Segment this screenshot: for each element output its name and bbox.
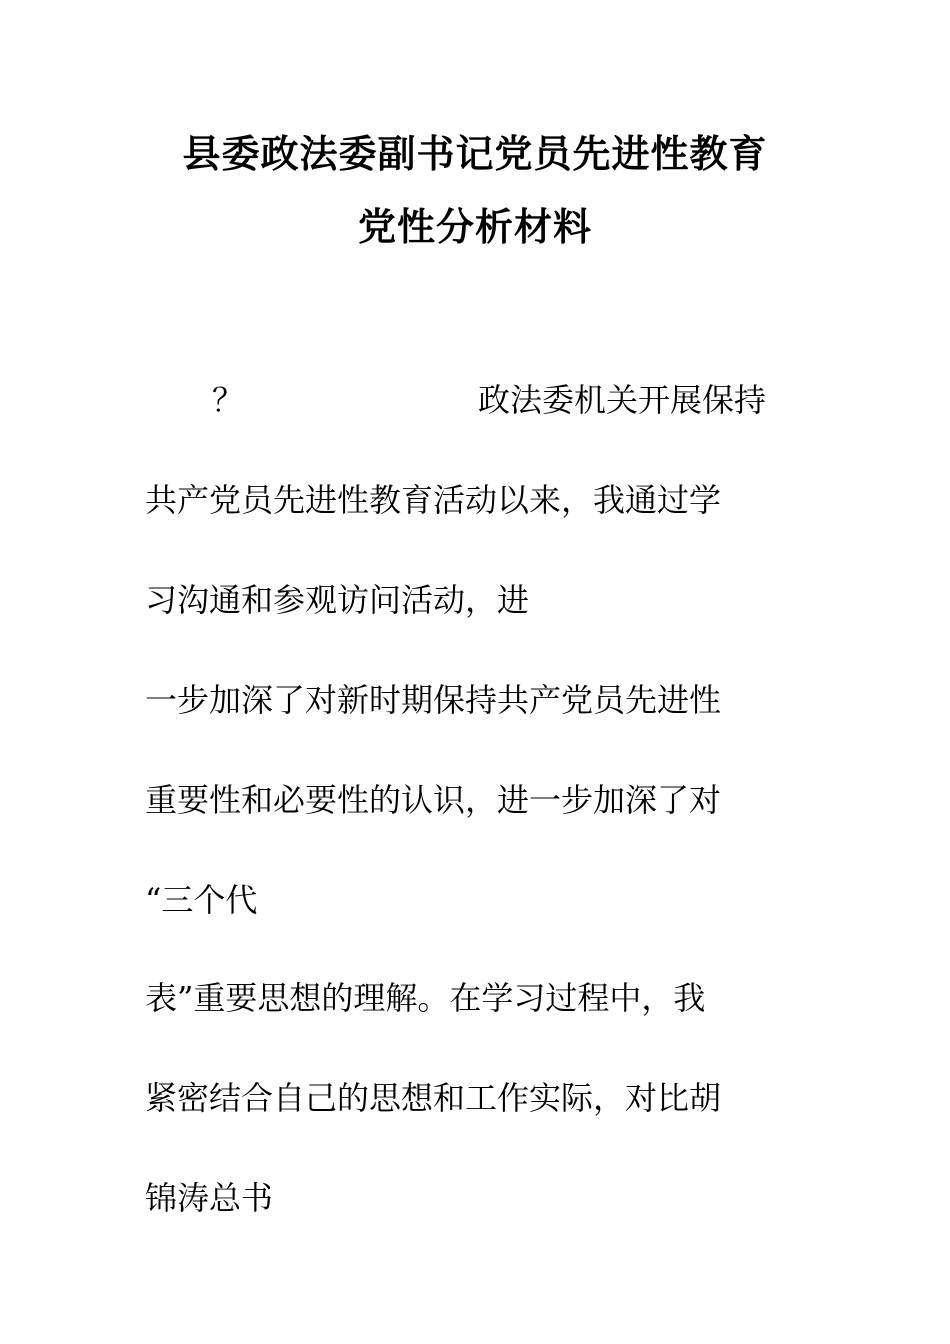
body-line-8: 紧密结合自己的思想和工作实际，对比胡 <box>145 1079 722 1117</box>
body-line-7: 表”重要思想的理解。在学习过程中，我 <box>145 979 706 1017</box>
body-line-5: 重要性和必要性的认识，进一步加深了对 <box>145 781 722 819</box>
body-line-4: 一步加深了对新时期保持共产党员先进性 <box>145 681 722 719</box>
document-title-line-1: 县委政法委副书记党员先进性教育 <box>182 132 768 176</box>
body-line-9: 锦涛总书 <box>145 1179 274 1217</box>
placeholder-question-mark: ？ <box>212 381 245 419</box>
document-title-line-2: 党性分析材料 <box>357 205 592 249</box>
body-line-2: 共产党员先进性教育活动以来，我通过学 <box>145 481 722 519</box>
body-line-3: 习沟通和参观访问活动，进 <box>145 581 530 619</box>
body-line-6: “三个代 <box>145 881 258 919</box>
body-line-1: 政法委机关开展保持 <box>478 381 767 419</box>
